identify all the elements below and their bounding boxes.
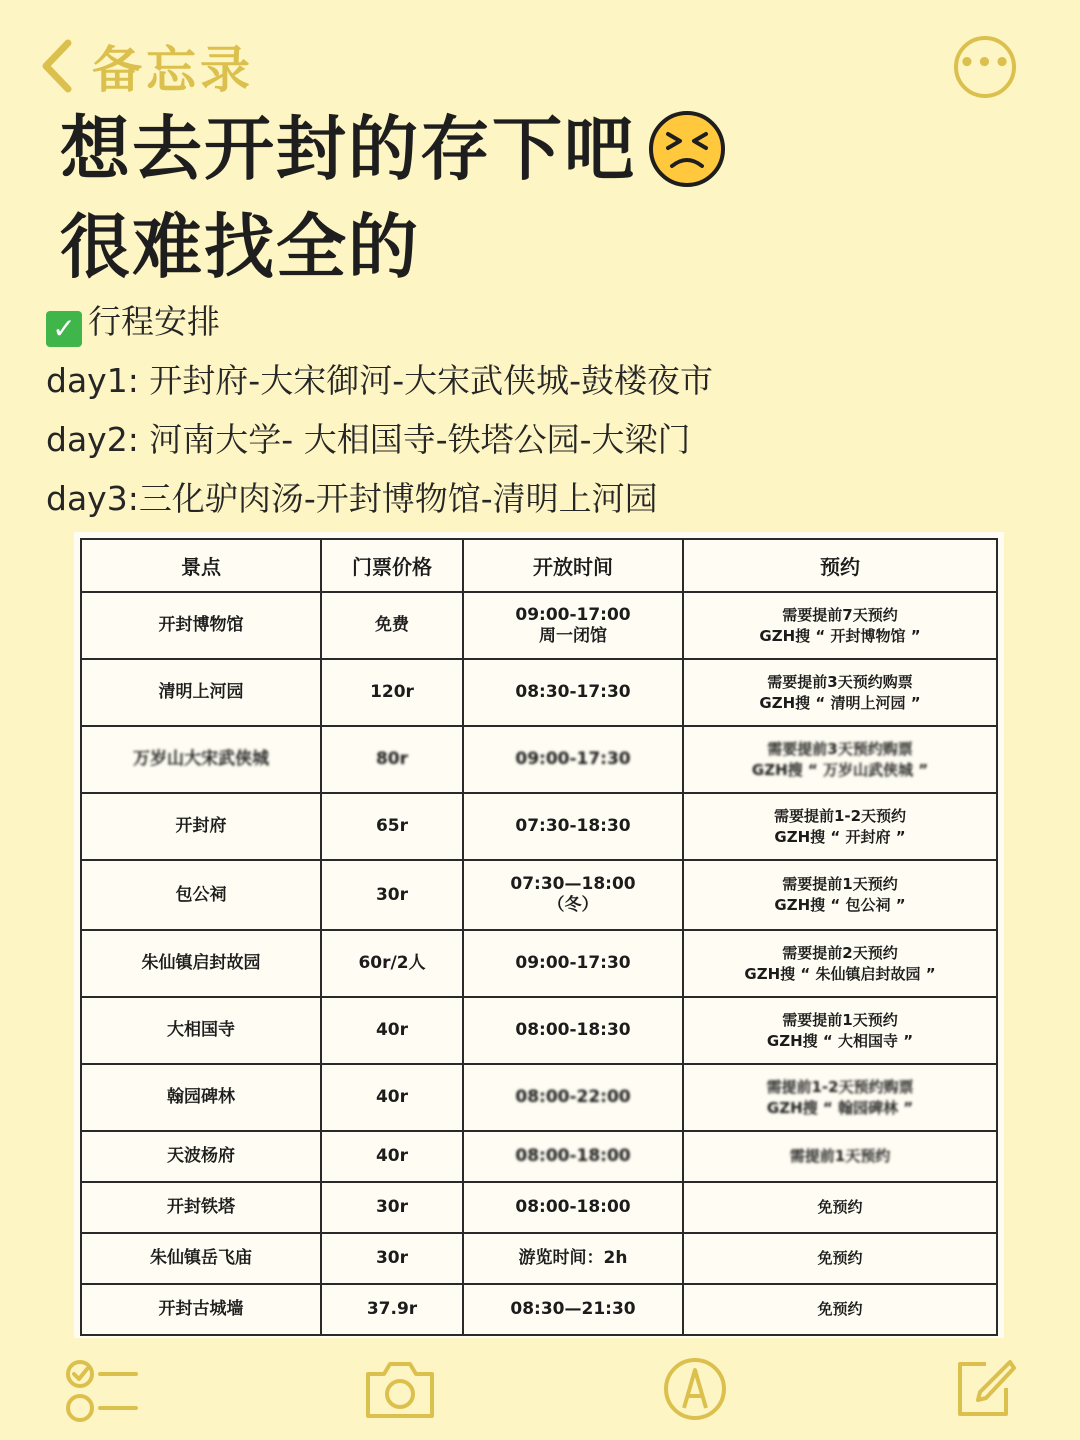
cell-price-line-1: 30r — [375, 884, 409, 905]
cell-price — [321, 1182, 463, 1233]
attractions-table-image — [74, 532, 1004, 1338]
checklist-icon[interactable] — [64, 1356, 140, 1426]
cell-hours-line-1: 游览时间：2h — [518, 1248, 628, 1268]
cell-attraction — [81, 1182, 321, 1233]
cell-reservation — [683, 726, 997, 793]
cell-hours-line-2: （冬） — [547, 895, 599, 915]
cell-hours — [463, 1182, 683, 1233]
cell-hours — [463, 1064, 683, 1131]
table-row — [81, 659, 997, 726]
cell-hours — [463, 1233, 683, 1284]
table-row — [81, 1182, 997, 1233]
frustrated-face-emoji-icon — [648, 110, 726, 188]
cell-hours-line-1: 07:30-18:30 — [515, 816, 631, 836]
chevron-left-icon — [40, 37, 74, 95]
cell-reservation-line-2: GZH搜 “ 大相国寺 ” — [766, 1031, 914, 1050]
note-title — [60, 100, 726, 296]
cell-reservation-line-1: 需要提前1-2天预约 — [773, 806, 907, 825]
top-bar — [0, 0, 1080, 110]
markup-pen-icon[interactable] — [662, 1356, 728, 1422]
cell-hours-line-1: 07:30—18:00 — [510, 874, 636, 894]
cell-reservation — [683, 1064, 997, 1131]
table-row — [81, 592, 997, 659]
table-row — [81, 1131, 997, 1182]
cell-price — [321, 930, 463, 997]
cell-price-line-1: 免费 — [375, 615, 409, 635]
cell-reservation-line-2: GZH搜 “ 开封府 ” — [774, 827, 906, 846]
cell-price — [321, 1131, 463, 1182]
table-row — [81, 1233, 997, 1284]
itinerary-day-3: day3:三化驴肉汤-开封博物馆-清明上河园 — [46, 479, 658, 518]
cell-attraction — [81, 1284, 321, 1335]
cell-price-line-1: 60r/2人 — [358, 953, 426, 973]
cell-price-line-1: 40r — [375, 1087, 409, 1107]
cell-reservation-line-1: 需要提前1天预约 — [782, 1010, 898, 1029]
cell-attraction — [81, 1233, 321, 1284]
table-row — [81, 726, 997, 793]
cell-reservation-line-1: 需提前1天预约 — [789, 1147, 891, 1165]
cell-price-line-1: 65r — [375, 816, 409, 836]
cell-hours-line-1: 09:00-17:30 — [515, 953, 631, 973]
cell-price-line-1: 80r — [375, 749, 409, 769]
cell-reservation-line-2: GZH搜 “ 包公祠 ” — [774, 896, 906, 914]
cell-attraction — [81, 659, 321, 726]
cell-hours-line-2: 周一闭馆 — [539, 625, 607, 646]
cell-price-line-1: 37.9r — [366, 1299, 418, 1319]
cell-reservation-line-2: GZH搜 “ 清明上河园 ” — [759, 693, 921, 712]
cell-hours-line-1: 08:00-18:00 — [515, 1146, 631, 1166]
cell-price-line-1: 30r — [375, 1197, 409, 1217]
cell-reservation-line-1: 需要提前3天预约购票 — [767, 739, 913, 758]
cell-price — [321, 659, 463, 726]
cell-price-line-1: 40r — [375, 1020, 409, 1040]
table-header-row — [81, 539, 997, 592]
cell-hours — [463, 1131, 683, 1182]
cell-hours-line-1: 08:00-22:00 — [515, 1087, 631, 1107]
back-label: 备忘录 — [92, 41, 254, 99]
cell-reservation-line-2: GZH搜 “ 翰园碑林 ” — [766, 1098, 914, 1117]
cell-hours-line-1: 08:00-18:00 — [515, 1197, 631, 1217]
cell-price — [321, 793, 463, 860]
cell-hours-line-1: 08:30-17:30 — [515, 682, 631, 702]
cell-price — [321, 726, 463, 793]
header-hours: 开放时间 — [463, 539, 683, 592]
cell-attraction — [81, 592, 321, 659]
cell-price — [321, 1284, 463, 1335]
cell-hours — [463, 793, 683, 860]
cell-reservation-line-1: 需要提前1天预约 — [782, 875, 898, 893]
cell-reservation-line-2: GZH搜 “ 万岁山武侠城 ” — [751, 760, 929, 779]
cell-reservation-line-2: GZH搜 “ 朱仙镇启封故园 ” — [744, 964, 936, 983]
table-row — [81, 793, 997, 860]
cell-attraction-line-1: 万岁山大宋武侠城 — [133, 749, 269, 769]
cell-hours — [463, 1284, 683, 1335]
table-row — [81, 997, 997, 1064]
cell-reservation — [683, 793, 997, 860]
more-options-button[interactable] — [954, 36, 1016, 98]
cell-attraction — [81, 860, 321, 930]
cell-hours-line-1: 08:30—21:30 — [510, 1299, 636, 1319]
cell-reservation-line-1: 需要提前7天预约 — [782, 605, 898, 624]
cell-reservation — [683, 592, 997, 659]
itinerary-day-1: day1: 开封府-大宋御河-大宋武侠城-鼓楼夜市 — [46, 361, 714, 400]
cell-reservation — [683, 997, 997, 1064]
cell-attraction — [81, 1064, 321, 1131]
cell-reservation — [683, 1233, 997, 1284]
header-reservation: 预约 — [683, 539, 997, 592]
compose-icon[interactable] — [952, 1356, 1018, 1422]
cell-reservation — [683, 930, 997, 997]
cell-price — [321, 1064, 463, 1131]
table-row — [81, 1284, 997, 1335]
cell-reservation — [683, 1182, 997, 1233]
itinerary-heading: ✓ 行程安排 — [46, 292, 713, 351]
title-line-2: 很难找全的 — [60, 206, 420, 288]
cell-attraction — [81, 793, 321, 860]
cell-attraction-line-1: 翰园碑林 — [167, 1087, 235, 1107]
cell-hours — [463, 726, 683, 793]
title-line-1: 想去开封的存下吧 — [60, 108, 636, 190]
cell-attraction-line-1: 大相国寺 — [167, 1020, 235, 1040]
itinerary-day-2: day2: 河南大学- 大相国寺-铁塔公园-大梁门 — [46, 420, 691, 459]
cell-attraction-line-1: 包公祠 — [175, 884, 227, 905]
cell-hours — [463, 592, 683, 659]
cell-reservation-line-1: 需要提前2天预约 — [782, 943, 898, 962]
cell-attraction-line-1: 开封博物馆 — [158, 615, 244, 635]
cell-attraction — [81, 1131, 321, 1182]
header-price: 门票价格 — [321, 539, 463, 592]
cell-reservation — [683, 659, 997, 726]
table-row — [81, 860, 997, 930]
cell-hours-line-1: 09:00-17:30 — [515, 749, 631, 769]
cell-price — [321, 1233, 463, 1284]
cell-attraction-line-1: 开封府 — [175, 816, 227, 836]
cell-price — [321, 997, 463, 1064]
table-body — [81, 592, 997, 1335]
bottom-toolbar — [0, 1340, 1080, 1440]
cell-price — [321, 592, 463, 659]
cell-hours-line-1: 09:00-17:00 — [515, 604, 631, 625]
cell-reservation-line-1: 需提前1-2天预约购票 — [766, 1077, 914, 1096]
cell-hours — [463, 930, 683, 997]
cell-price — [321, 860, 463, 930]
checkmark-box-icon: ✓ — [46, 311, 82, 347]
cell-reservation-line-2: GZH搜 “ 开封博物馆 ” — [759, 626, 921, 645]
cell-attraction-line-1: 开封铁塔 — [167, 1197, 235, 1217]
table-row — [81, 930, 997, 997]
cell-attraction — [81, 997, 321, 1064]
cell-reservation — [683, 860, 997, 930]
cell-price-line-1: 40r — [375, 1146, 409, 1166]
cell-attraction-line-1: 开封古城墙 — [158, 1299, 244, 1319]
cell-attraction-line-1: 朱仙镇启封故园 — [141, 953, 261, 973]
back-button[interactable] — [40, 30, 254, 102]
cell-reservation — [683, 1284, 997, 1335]
cell-price-line-1: 120r — [370, 682, 414, 702]
cell-hours — [463, 860, 683, 930]
cell-hours — [463, 659, 683, 726]
table-row — [81, 1064, 997, 1131]
cell-reservation — [683, 1131, 997, 1182]
cell-attraction-line-1: 朱仙镇岳飞庙 — [150, 1248, 252, 1268]
cell-attraction-line-1: 清明上河园 — [158, 682, 244, 702]
cell-attraction — [81, 930, 321, 997]
cell-reservation-line-1: 免预约 — [817, 1249, 863, 1267]
camera-icon[interactable] — [362, 1356, 438, 1422]
cell-attraction-line-1: 天波杨府 — [167, 1146, 235, 1166]
cell-reservation-line-1: 免预约 — [817, 1198, 863, 1216]
cell-reservation-line-1: 免预约 — [817, 1300, 863, 1318]
cell-hours — [463, 997, 683, 1064]
cell-reservation-line-1: 需要提前3天预约购票 — [767, 672, 913, 691]
cell-price-line-1: 30r — [375, 1248, 409, 1268]
attractions-table — [80, 538, 998, 1336]
ellipsis-icon: ••• — [958, 48, 1012, 78]
header-attraction: 景点 — [81, 539, 321, 592]
cell-hours-line-1: 08:00-18:30 — [515, 1020, 631, 1040]
cell-attraction — [81, 726, 321, 793]
itinerary — [46, 292, 713, 528]
